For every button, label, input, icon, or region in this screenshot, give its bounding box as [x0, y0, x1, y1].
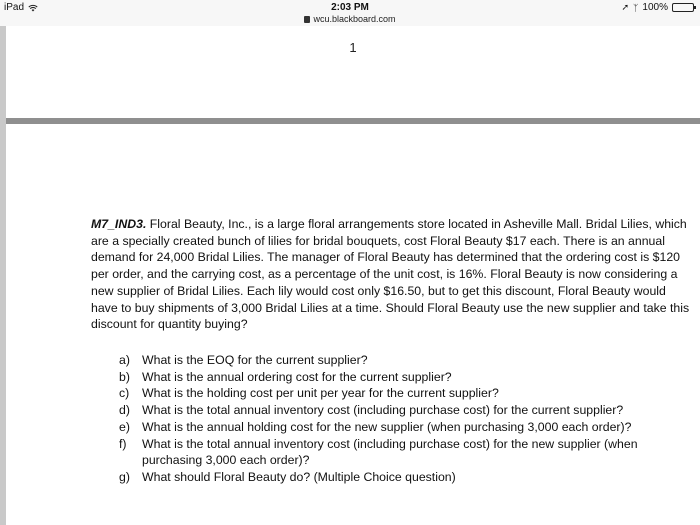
problem-body: Floral Beauty, Inc., is a large floral arrangements store located in Asheville Mall. Bridal Lilies, which are a specially created bunch of lilies for bridal bouquets, cost Floral Beauty $17 each. There is an annual demand for 24,000 Bridal Lilies. The manager of Floral Beauty has determined that the ordering cost is $120 per order, and the carrying cost, as a percentage of the unit cost, is 16%. Floral Beauty is now considering a new supplier of Bridal Lilies. Each lily would cost only $16.50, but to get this discount, Floral Beauty would have to buy shipments of 3,000 Bridal Lilies at a time. Should Floral Beauty use the new supplier and take this discount for quantity buying? [91, 217, 690, 332]
question-item [119, 436, 689, 469]
question-marker: e) [119, 419, 130, 434]
question-list [119, 352, 689, 486]
question-marker: f) [119, 436, 127, 451]
location-arrow-icon: ➚ [621, 2, 630, 12]
battery-percent: 100% [642, 2, 668, 13]
lock-icon [304, 16, 310, 23]
question-text: What is the total annual inventory cost (including purchase cost) for the new supplier (when purchasing 3,000 each order)? [142, 436, 638, 468]
bluetooth-icon: ᛉ [633, 2, 639, 13]
question-item [119, 385, 689, 402]
question-text: What is the holding cost per unit per year for the current supplier? [142, 386, 499, 401]
question-item [119, 352, 689, 369]
question-marker: d) [119, 403, 130, 418]
question-text: What is the total annual inventory cost (including purchase cost) for the current supplier? [142, 403, 624, 418]
problem-title: M7_IND3. [91, 217, 147, 231]
status-time: 2:03 PM [331, 2, 369, 13]
status-right [621, 2, 694, 13]
question-marker: a) [119, 353, 130, 367]
question-marker: b) [119, 369, 130, 384]
question-marker: g) [119, 469, 130, 484]
status-bar [0, 0, 700, 26]
question-marker: c) [119, 386, 130, 401]
page-number: 1 [349, 40, 357, 55]
question-text: What is the annual holding cost for the new supplier (when purchasing 3,000 each order)? [142, 419, 632, 434]
question-text: What is the EOQ for the current supplier? [142, 353, 368, 367]
url-text: wcu.blackboard.com [313, 14, 396, 24]
question-text: What should Floral Beauty do? (Multiple Choice question) [142, 469, 456, 484]
question-item [119, 419, 689, 436]
battery-icon [672, 3, 694, 12]
question-item [119, 402, 689, 419]
device-name: iPad [4, 2, 25, 13]
document-page-1 [6, 26, 700, 118]
question-item [119, 469, 689, 486]
question-text: What is the annual ordering cost for the current supplier? [142, 369, 452, 384]
address-bar[interactable] [0, 14, 700, 24]
problem-statement [91, 216, 691, 333]
question-item [119, 369, 689, 386]
